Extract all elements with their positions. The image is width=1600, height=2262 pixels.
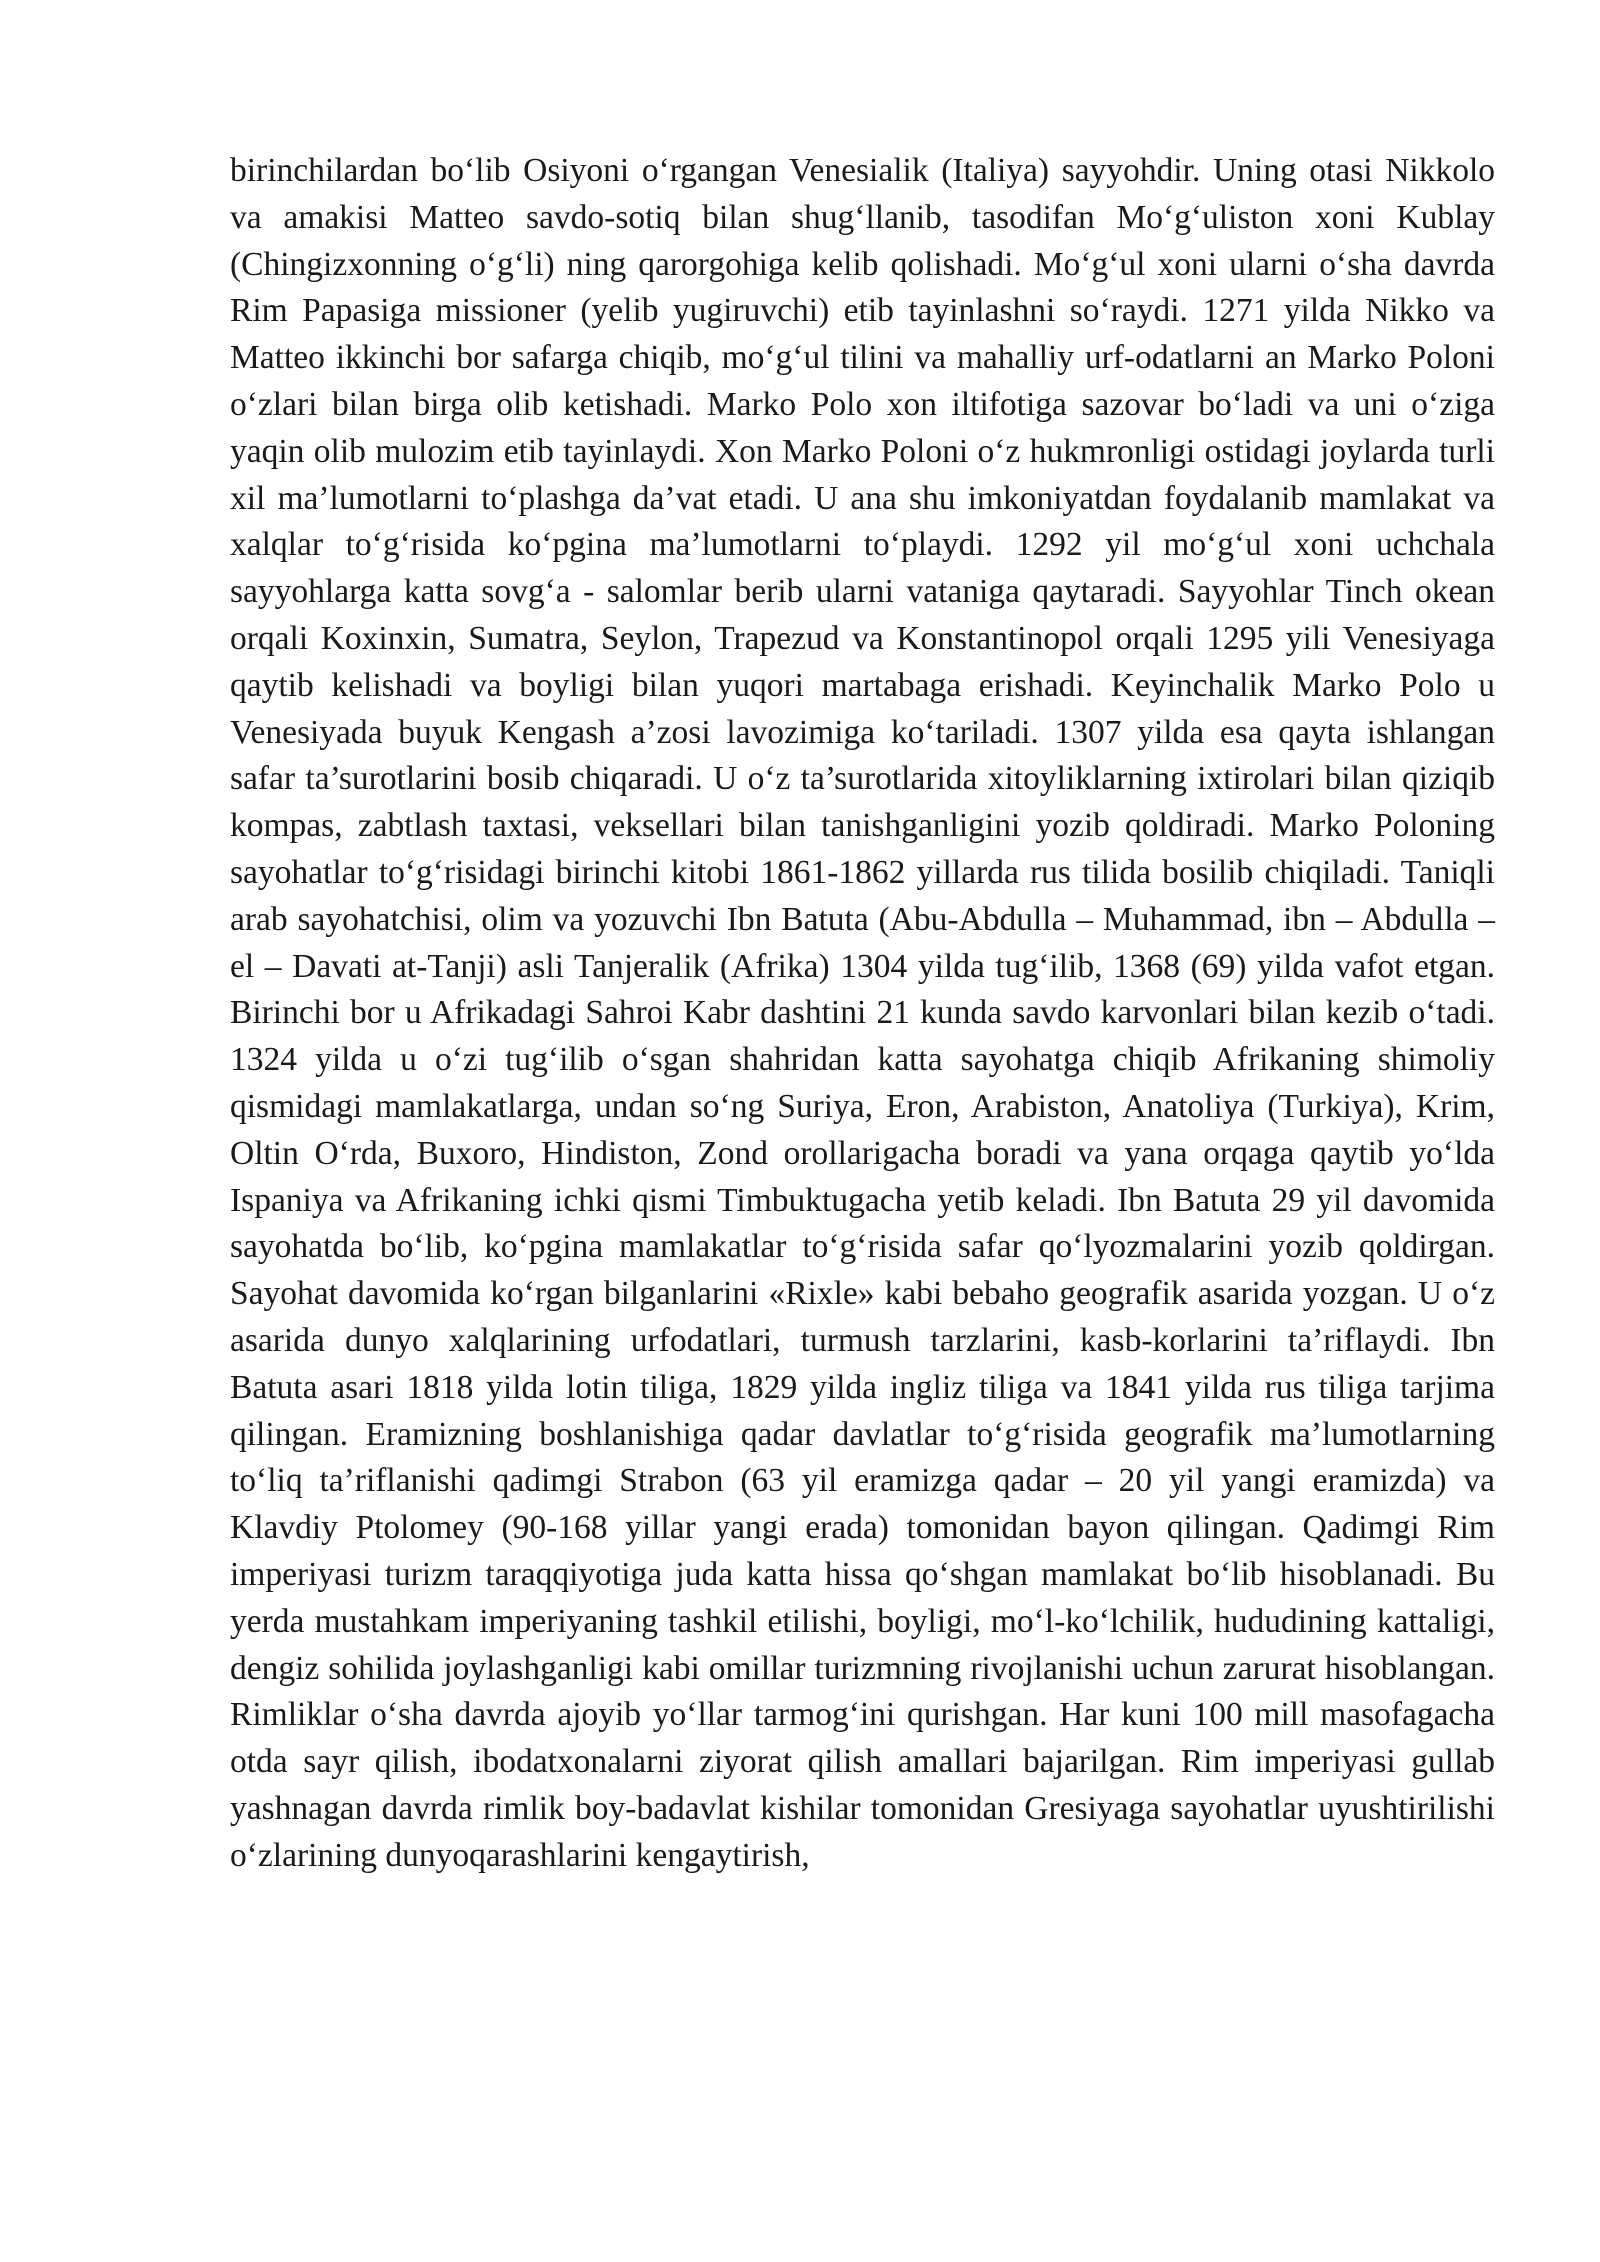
body-paragraph: birinchilardan bo‘lib Osiyoni o‘rgangan Venesialik (Italiya) sayyohdir. Uning otasi Nikkolo va amakisi Matteo savdo-sotiq bilan shug‘llanib, tasodifan Mo‘g‘uliston xoni Kublay (Chingizxonning o‘g‘li) ning qarorgohiga kelib qolishadi. Mo‘g‘ul xoni ularni o‘sha davrda Rim Papasiga missioner (yelib yugiruvchi) etib tayinlashni so‘raydi. 1271 yilda Nikko va Matteo ikkinchi bor safarga chiqib, mo‘g‘ul tilini va mahalliy urf-odatlarni an Marko Poloni o‘zlari bilan birga olib ketishadi. Marko Polo xon iltifotiga sazovar bo‘ladi va uni o‘ziga yaqin olib mulozim etib tayinlaydi. Xon Marko Poloni o‘z hukmronligi ostidagi joylarda turli xil ma’lumotlarni to‘plashga da’vat etadi. U ana shu imkoniyatdan foydalanib mamlakat va xalqlar to‘g‘risida ko‘pgina ma’lumotlarni to‘playdi. 1292 yil mo‘g‘ul xoni uchchala sayyohlarga katta sovg‘a - salomlar berib ularni vataniga qaytaradi. Sayyohlar Tinch okean orqali Koxinxin, Sumatra, Seylon, Trapezud va Konstantinopol orqali 1295 yili Venesiyaga qaytib kelishadi va boyligi bilan yuqori martabaga erishadi. Keyinchalik Marko Polo u Venesiyada buyuk Kengash a’zosi lavozimiga ko‘tariladi. 1307 yilda esa qayta ishlangan safar ta’surotlarini bosib chiqaradi. U o‘z ta’surotlarida xitoyliklarning ixtirolari bilan qiziqib kompas, zabtlash taxtasi, veksellari bilan tanishganligini yozib qoldiradi. Marko Poloning sayohatlar to‘g‘risidagi birinchi kitobi 1861-1862 yillarda rus tilida bosilib chiqiladi. Taniqli arab sayohatchisi, olim va yozuvchi Ibn Batuta (Abu-Abdulla – Muhammad, ibn – Abdulla – el – Davati at-Tanji) asli Tanjeralik (Afrika) 1304 yilda tug‘ilib, 1368 (69) yilda vafot etgan. Birinchi bor u Afrikadagi Sahroi Kabr dashtini 21 kunda savdo karvonlari bilan kezib o‘tadi. 1324 yilda u o‘zi tug‘ilib o‘sgan shahridan katta sayohatga chiqib Afrikaning shimoliy qismidagi mamlakatlarga, undan so‘ng Suriya, Eron, Arabiston, Anatoliya (Turkiya), Krim, Oltin O‘rda, Buxoro, Hindiston, Zond orollarigacha boradi va yana orqaga qaytib yo‘lda Ispaniya va Afrikaning ichki qismi Timbuktugacha yetib keladi. Ibn Batuta 29 yil davomida sayohatda bo‘lib, ko‘pgina mamlakatlar to‘g‘risida safar qo‘lyozmalarini yozib qoldirgan. Sayohat davomida ko‘rgan bilganlarini «Rixle» kabi bebaho geografik asarida yozgan. U o‘z asarida dunyo xalqlarining urfodatlari, turmush tarzlarini, kasb-korlarini ta’riflaydi. Ibn Batuta asari 1818 yilda lotin tiliga, 1829 yilda ingliz tiliga va 1841 yilda rus tiliga tarjima qilingan. Eramizning boshlanishiga qadar davlatlar to‘g‘risida geografik ma’lumotlarning to‘liq ta’riflanishi qadimgi Strabon (63 yil eramizga qadar – 20 yil yangi eramizda) va Klavdiy Ptolomey (90-168 yillar yangi erada) tomonidan bayon qilingan. Qadimgi Rim imperiyasi turizm taraqqiyotiga juda katta hissa qo‘shgan mamlakat bo‘lib hisoblanadi. Bu yerda mustahkam imperiyaning tashkil etilishi, boyligi, mo‘l-ko‘lchilik, hududining kattaligi, dengiz sohilida joylashganligi kabi omillar turizmning rivojlanishi uchun zarurat hisoblangan. Rimliklar o‘sha davrda ajoyib yo‘llar tarmog‘ini qurishgan. Har kuni 100 mill masofagacha otda sayr qilish, ibodatxonalarni ziyorat qilish amallari bajarilgan. Rim imperiyasi gullab yashnagan davrda rimlik boy-badavlat kishilar tomonidan Gresiyaga sayohatlar uyushtirilishi o‘zlarining dunyoqarashlarini kengaytirish,: [230, 152, 1495, 1874]
document-page: [230, 148, 1495, 1879]
